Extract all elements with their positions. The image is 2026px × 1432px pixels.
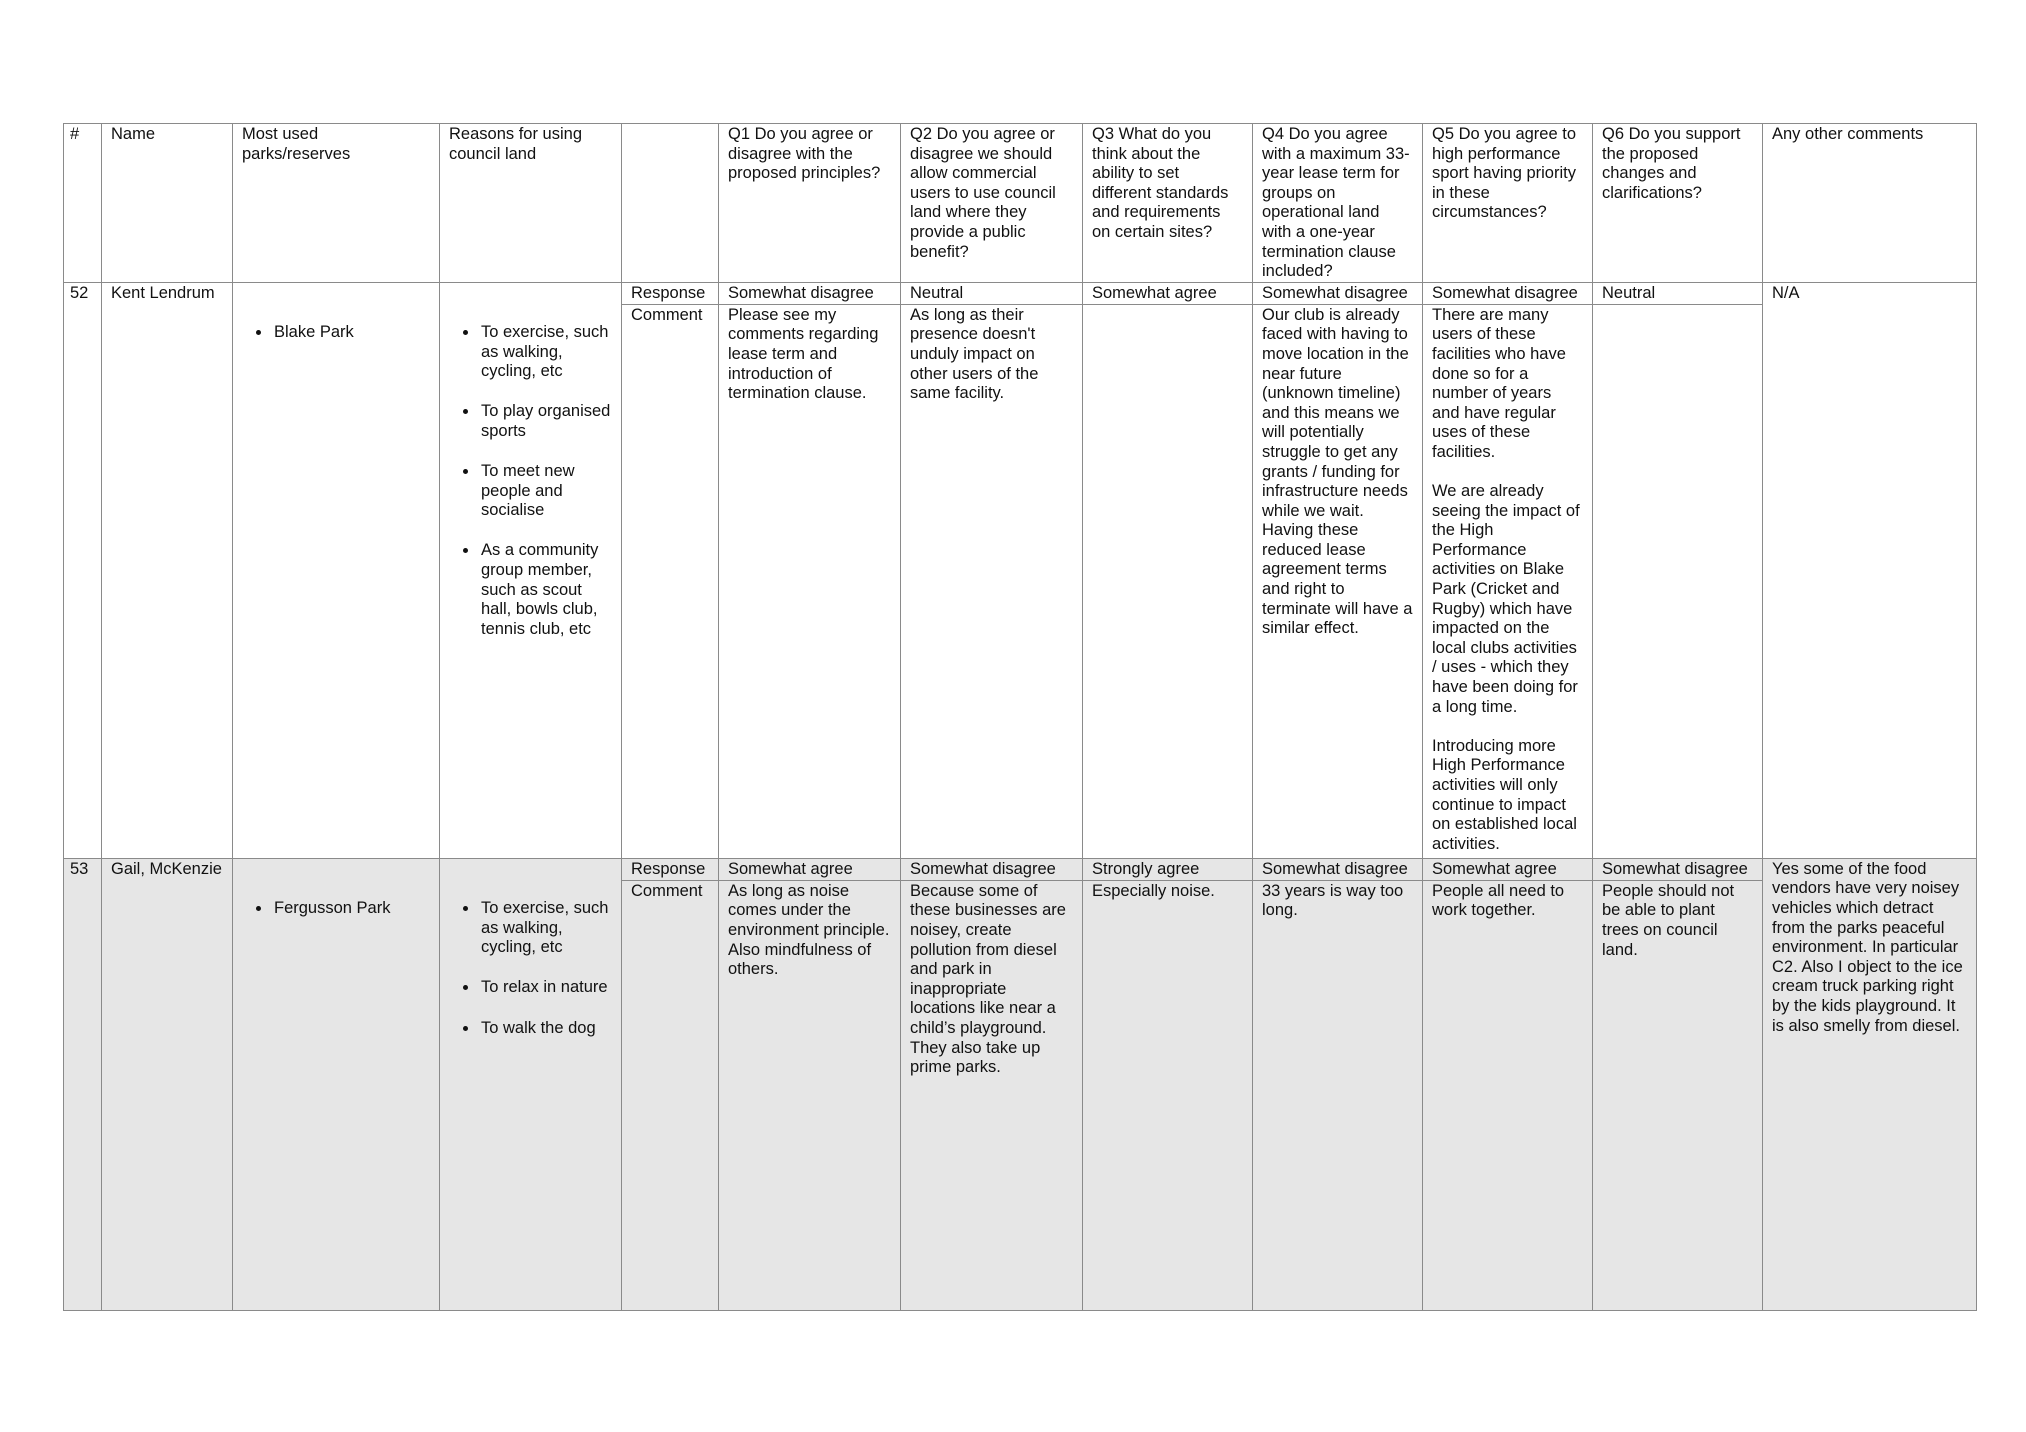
header-blank bbox=[622, 124, 719, 283]
response-q2: Neutral bbox=[901, 282, 1083, 304]
list-item: • To exercise, such as walking, cycling, etc bbox=[479, 323, 612, 382]
comment-label: Comment bbox=[622, 304, 719, 858]
response-q1: Somewhat disagree bbox=[719, 282, 901, 304]
comment-q6: People should not be able to plant trees on council land. bbox=[1593, 880, 1763, 1310]
parks-cell bbox=[233, 858, 440, 1310]
list-item: • To meet new people and socialise bbox=[479, 462, 612, 521]
header-q6: Q6 Do you support the proposed changes and clarifications? bbox=[1593, 124, 1763, 283]
other-comments: Yes some of the food vendors have very noisey vehicles which detract from the parks peaceful environment. In particular C2. Also I object to the ice cream truck parking right by the kids playground. It is also smelly from diesel. bbox=[1763, 858, 1977, 1310]
header-q1: Q1 Do you agree or disagree with the proposed principles? bbox=[719, 124, 901, 283]
submissions-table bbox=[63, 123, 1977, 1311]
table-row bbox=[64, 282, 1977, 304]
respondent-name: Kent Lendrum bbox=[102, 282, 233, 858]
response-q6: Neutral bbox=[1593, 282, 1763, 304]
header-q2: Q2 Do you agree or disagree we should allow commercial users to use council land where they provide a public benefit? bbox=[901, 124, 1083, 283]
response-q4: Somewhat disagree bbox=[1253, 858, 1423, 880]
header-other: Any other comments bbox=[1763, 124, 1977, 283]
response-q4: Somewhat disagree bbox=[1253, 282, 1423, 304]
header-parks: Most used parks/reserves bbox=[233, 124, 440, 283]
response-q3: Somewhat agree bbox=[1083, 282, 1253, 304]
other-comments: N/A bbox=[1763, 282, 1977, 858]
comment-q5: There are many users of these facilities who have done so for a number of years and have regular uses of these facilities. We are already seeing the impact of the High Performance activities on Blake Park (Cricket and Rugby) which have impacted on the local clubs activities / uses - which they have been doing for a long time. Introducing more High Performance activities will only continue to impact on established local activities. bbox=[1423, 304, 1593, 858]
comment-q2: Because some of these businesses are noisey, create pollution from diesel and park in inappropriate locations like near a child’s playground. They also take up prime parks. bbox=[901, 880, 1083, 1310]
respondent-name: Gail, McKenzie bbox=[102, 858, 233, 1310]
header-reasons: Reasons for using council land bbox=[440, 124, 622, 283]
list-item: • To relax in nature bbox=[479, 978, 612, 998]
response-q2: Somewhat disagree bbox=[901, 858, 1083, 880]
row-number: 53 bbox=[64, 858, 102, 1310]
comment-q2: As long as their presence doesn't unduly impact on other users of the same facility. bbox=[901, 304, 1083, 858]
comment-q4: 33 years is way too long. bbox=[1253, 880, 1423, 1310]
reasons-cell bbox=[440, 282, 622, 858]
comment-q4: Our club is already faced with having to move location in the near future (unknown timeline) and this means we will potentially struggle to get any grants / funding for infrastructure needs while we wait. Having these reduced lease agreement terms and right to terminate will have a similar effect. bbox=[1253, 304, 1423, 858]
list-item: • Fergusson Park bbox=[272, 899, 430, 919]
list-item: • To play organised sports bbox=[479, 402, 612, 441]
response-label: Response bbox=[622, 282, 719, 304]
response-q3: Strongly agree bbox=[1083, 858, 1253, 880]
parks-list bbox=[242, 303, 430, 363]
list-item: • To exercise, such as walking, cycling, etc bbox=[479, 899, 612, 958]
list-item: • To walk the dog bbox=[479, 1019, 612, 1039]
comment-q1: Please see my comments regarding lease term and introduction of termination clause. bbox=[719, 304, 901, 858]
reasons-cell bbox=[440, 858, 622, 1310]
header-q3: Q3 What do you think about the ability to set different standards and requirements on certain sites? bbox=[1083, 124, 1253, 283]
table-row bbox=[64, 858, 1977, 880]
comment-q3: Especially noise. bbox=[1083, 880, 1253, 1310]
reasons-list bbox=[449, 303, 612, 660]
comment-q6 bbox=[1593, 304, 1763, 858]
header-name: Name bbox=[102, 124, 233, 283]
list-item: • Blake Park bbox=[272, 323, 430, 343]
header-q4: Q4 Do you agree with a maximum 33-year lease term for groups on operational land with a one-year termination clause included? bbox=[1253, 124, 1423, 283]
comment-q5: People all need to work together. bbox=[1423, 880, 1593, 1310]
comment-label: Comment bbox=[622, 880, 719, 1310]
comment-q1: As long as noise comes under the environment principle. Also mindfulness of others. bbox=[719, 880, 901, 1310]
list-item: • As a community group member, such as scout hall, bowls club, tennis club, etc bbox=[479, 541, 612, 639]
header-num: # bbox=[64, 124, 102, 283]
response-q5: Somewhat disagree bbox=[1423, 282, 1593, 304]
parks-cell bbox=[233, 282, 440, 858]
reasons-list bbox=[449, 879, 612, 1058]
header-q5: Q5 Do you agree to high performance sport having priority in these circumstances? bbox=[1423, 124, 1593, 283]
header-row bbox=[64, 124, 1977, 283]
response-q5: Somewhat agree bbox=[1423, 858, 1593, 880]
row-number: 52 bbox=[64, 282, 102, 858]
response-q6: Somewhat disagree bbox=[1593, 858, 1763, 880]
response-label: Response bbox=[622, 858, 719, 880]
response-q1: Somewhat agree bbox=[719, 858, 901, 880]
parks-list bbox=[242, 879, 430, 939]
comment-q3 bbox=[1083, 304, 1253, 858]
